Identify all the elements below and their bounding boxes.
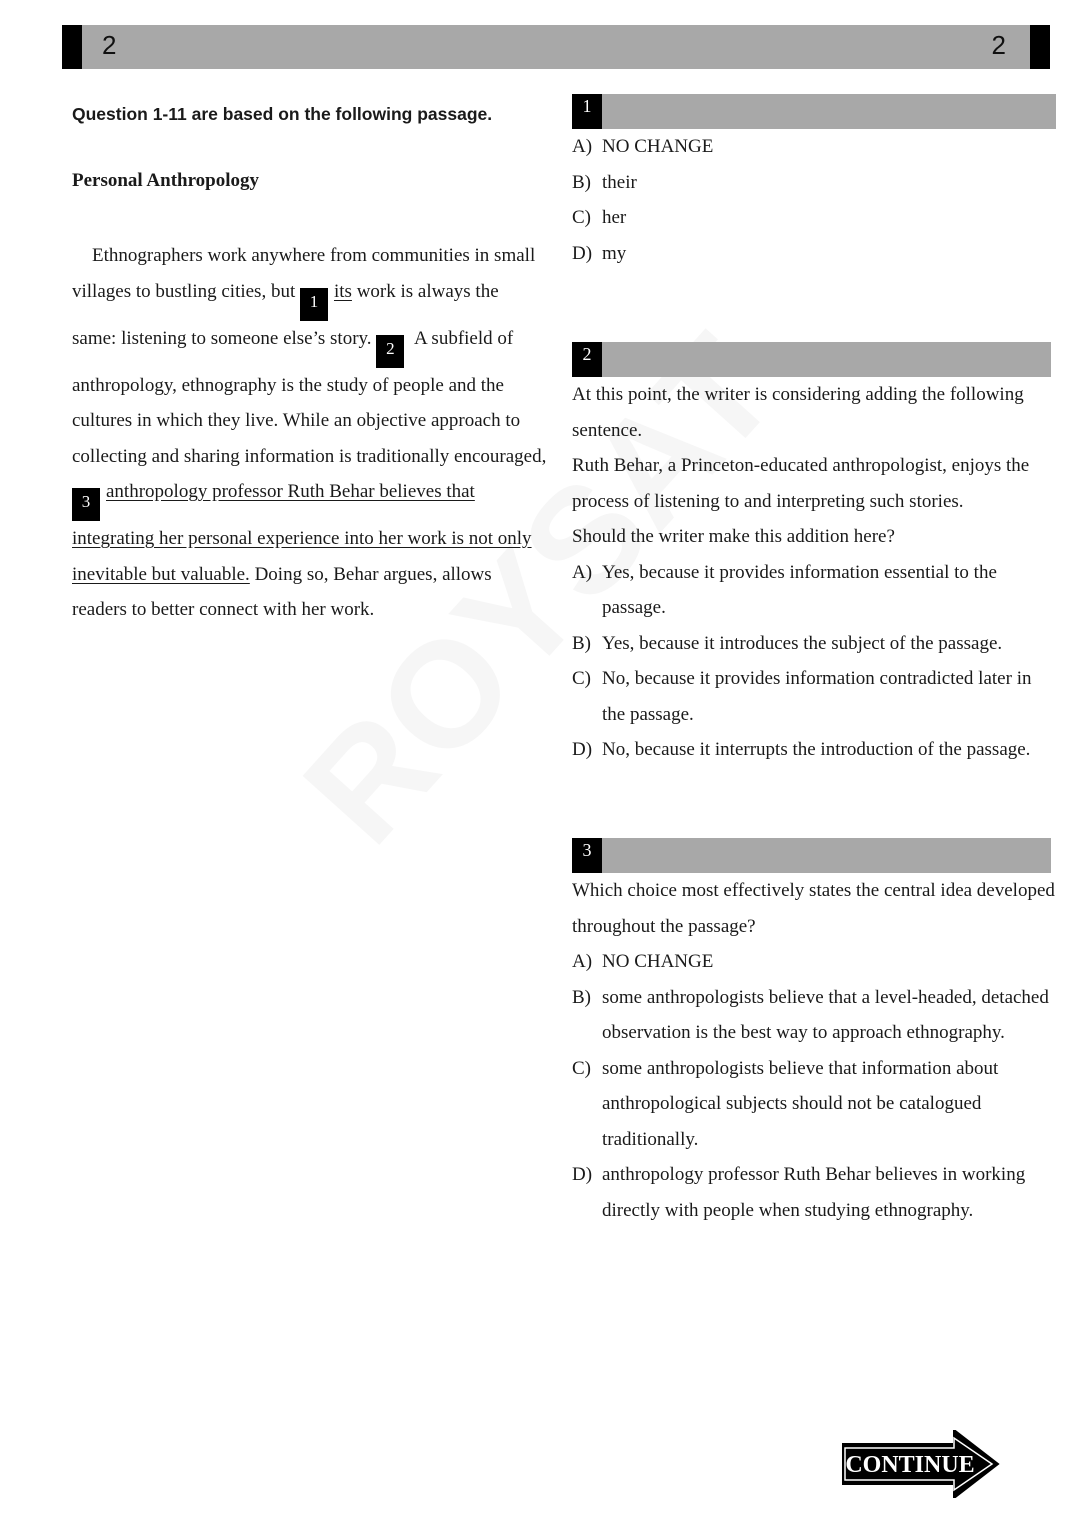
question-number: 3: [572, 838, 602, 873]
answer-option-d[interactable]: [572, 236, 1056, 272]
answer-option-d[interactable]: [572, 1157, 1056, 1228]
option-text: anthropology professor Ruth Behar believes in working directly with people when studying ethnography.: [602, 1164, 1026, 1221]
answer-option-c[interactable]: [572, 200, 1056, 236]
question-2: [572, 342, 1056, 768]
option-text: my: [602, 242, 627, 264]
passage-segment: Ethnographers work anywhere from communities in small villages to bustling cities, but: [72, 245, 536, 302]
option-text: No, because it interrupts the introduction of the passage.: [602, 739, 1031, 760]
section-number-left: 2: [102, 30, 117, 60]
answer-options: [572, 129, 1056, 271]
header-left-block: [62, 25, 82, 69]
continue-label: CONTINUE: [845, 1452, 975, 1478]
passage-title: Personal Anthropology: [72, 170, 260, 191]
underlined-text-1: its: [333, 280, 352, 302]
passage-segment: A subfield of anthropology, ethnography is the study of people and the cultures in which they live. While an objective approach to collecting and sharing information is traditionally encouraged,: [72, 327, 547, 467]
option-text: NO CHANGE: [602, 951, 714, 972]
passage-intro: Question 1-11 are based on the following passage.: [72, 104, 493, 124]
option-letter: A): [572, 561, 593, 583]
question-quote: Ruth Behar, a Princeton-educated anthropologist, enjoys the process of listening to and interpreting such stories.: [572, 455, 1030, 512]
option-text: their: [602, 171, 637, 193]
question-prompt-followup: Should the writer make this addition here?: [572, 526, 895, 547]
option-text: some anthropologists believe that a level-headed, detached observation is the best way to approach ethnography.: [602, 986, 1049, 1043]
answer-option-b[interactable]: [572, 165, 1056, 201]
question-marker-3[interactable]: 3: [72, 488, 100, 521]
answer-option-b[interactable]: [572, 626, 1056, 662]
option-letter: A): [572, 951, 593, 972]
option-text: No, because it provides information contradicted later in the passage.: [602, 668, 1032, 725]
option-letter: D): [572, 739, 593, 760]
answer-option-d[interactable]: [572, 732, 1056, 768]
option-letter: B): [572, 986, 591, 1008]
header-right-block: [1030, 25, 1050, 69]
option-text: Yes, because it introduces the subject of the passage.: [602, 632, 1003, 654]
question-header: [572, 94, 1056, 129]
option-letter: C): [572, 1057, 591, 1079]
question-marker-2[interactable]: 2: [376, 335, 404, 368]
question-number: 1: [572, 94, 602, 129]
option-letter: B): [572, 171, 591, 193]
question-number: 2: [572, 342, 602, 377]
passage-segment: Doing so, Behar argues, allows readers to better connect with her work.: [72, 563, 492, 620]
answer-options: [572, 555, 1056, 768]
answer-options: [572, 944, 1056, 1228]
question-1: [572, 94, 1056, 271]
question-marker-1[interactable]: 1: [300, 288, 328, 321]
question-header: [572, 838, 1051, 873]
option-text: Yes, because it provides information essential to the passage.: [602, 561, 997, 618]
section-number-right: 2: [991, 30, 1006, 60]
underlined-text-3: anthropology professor Ruth Behar believes that integrating her personal experience into her work is not only inevitable but valuable.: [72, 481, 532, 585]
answer-option-c[interactable]: [572, 1051, 1056, 1158]
passage-segment: work is always the same: listening to someone else’s story.: [72, 280, 499, 349]
option-letter: B): [572, 632, 591, 654]
option-text: her: [602, 207, 627, 228]
option-letter: C): [572, 668, 591, 689]
option-letter: D): [572, 1164, 593, 1185]
option-letter: C): [572, 207, 591, 228]
question-prompt: Which choice most effectively states the central idea developed throughout the passage?: [572, 880, 1055, 937]
continue-arrow[interactable]: [842, 1430, 1002, 1498]
option-letter: D): [572, 242, 593, 264]
answer-option-c[interactable]: [572, 661, 1056, 732]
option-text: some anthropologists believe that information about anthropological subjects should not be catalogued traditionally.: [602, 1057, 999, 1150]
option-letter: A): [572, 136, 593, 157]
passage-text: [72, 238, 547, 628]
option-text: NO CHANGE: [602, 136, 714, 157]
section-header-bar: [62, 25, 1050, 69]
answer-option-a[interactable]: [572, 944, 1056, 980]
question-header: [572, 342, 1051, 377]
question-prompt: At this point, the writer is considering adding the following sentence.: [572, 384, 1024, 441]
question-3: [572, 838, 1056, 1228]
answer-option-a[interactable]: [572, 129, 1056, 165]
answer-option-a[interactable]: [572, 555, 1056, 626]
answer-option-b[interactable]: [572, 980, 1056, 1051]
